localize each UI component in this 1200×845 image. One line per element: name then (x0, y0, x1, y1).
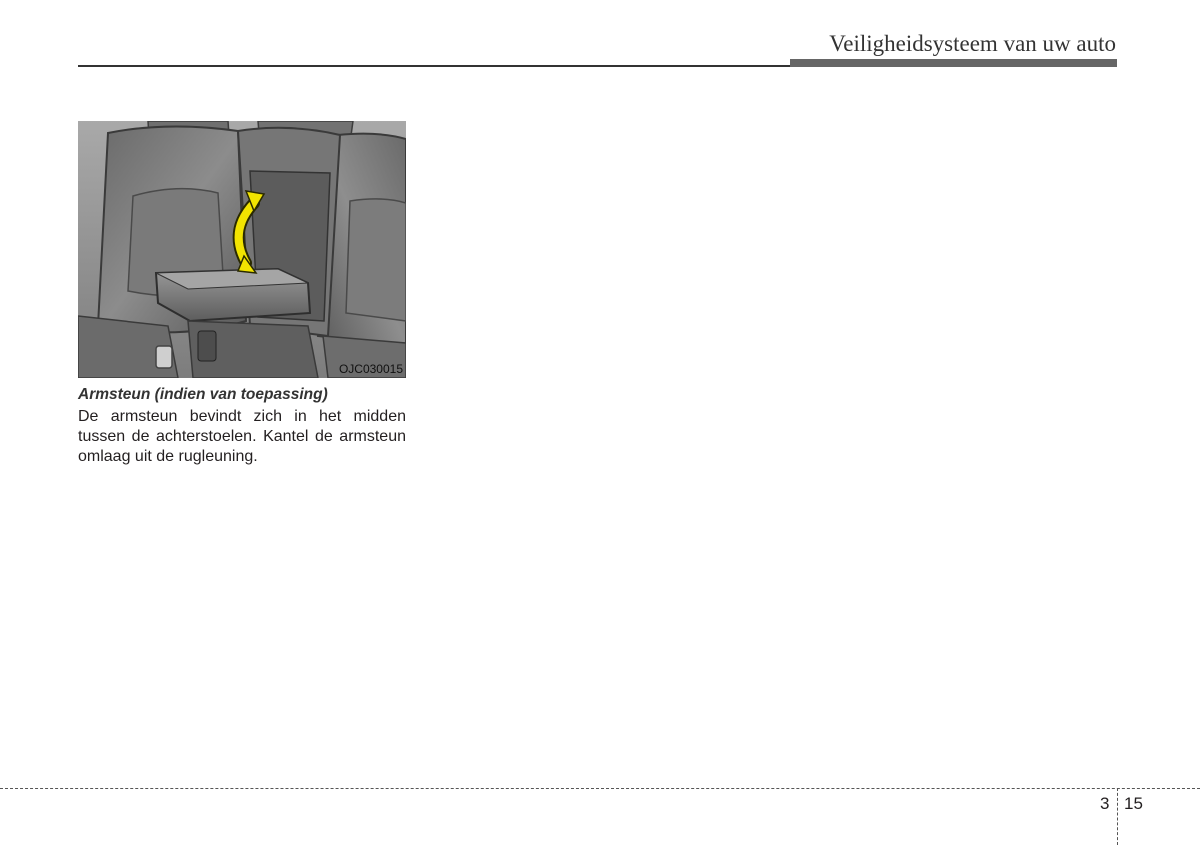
footer-divider (1117, 788, 1118, 845)
section-heading: Armsteun (indien van toepassing) (78, 386, 328, 403)
header-rule (78, 65, 790, 67)
footer-rule (0, 788, 1200, 789)
figure-code: OJC030015 (338, 362, 403, 376)
page-number: 15 (1124, 794, 1143, 813)
header-title: Veiligheidsysteem van uw auto (829, 31, 1116, 56)
section-body: De armsteun bevindt zich in het midden tussen de achterstoelen. Kantel de armsteun omlaag uit de rugleuning. (78, 408, 406, 465)
rear-seat-illustration (78, 121, 406, 378)
header-rule-accent (790, 59, 1117, 67)
armrest-illustration (78, 121, 406, 378)
chapter-number: 3 (1100, 794, 1110, 813)
